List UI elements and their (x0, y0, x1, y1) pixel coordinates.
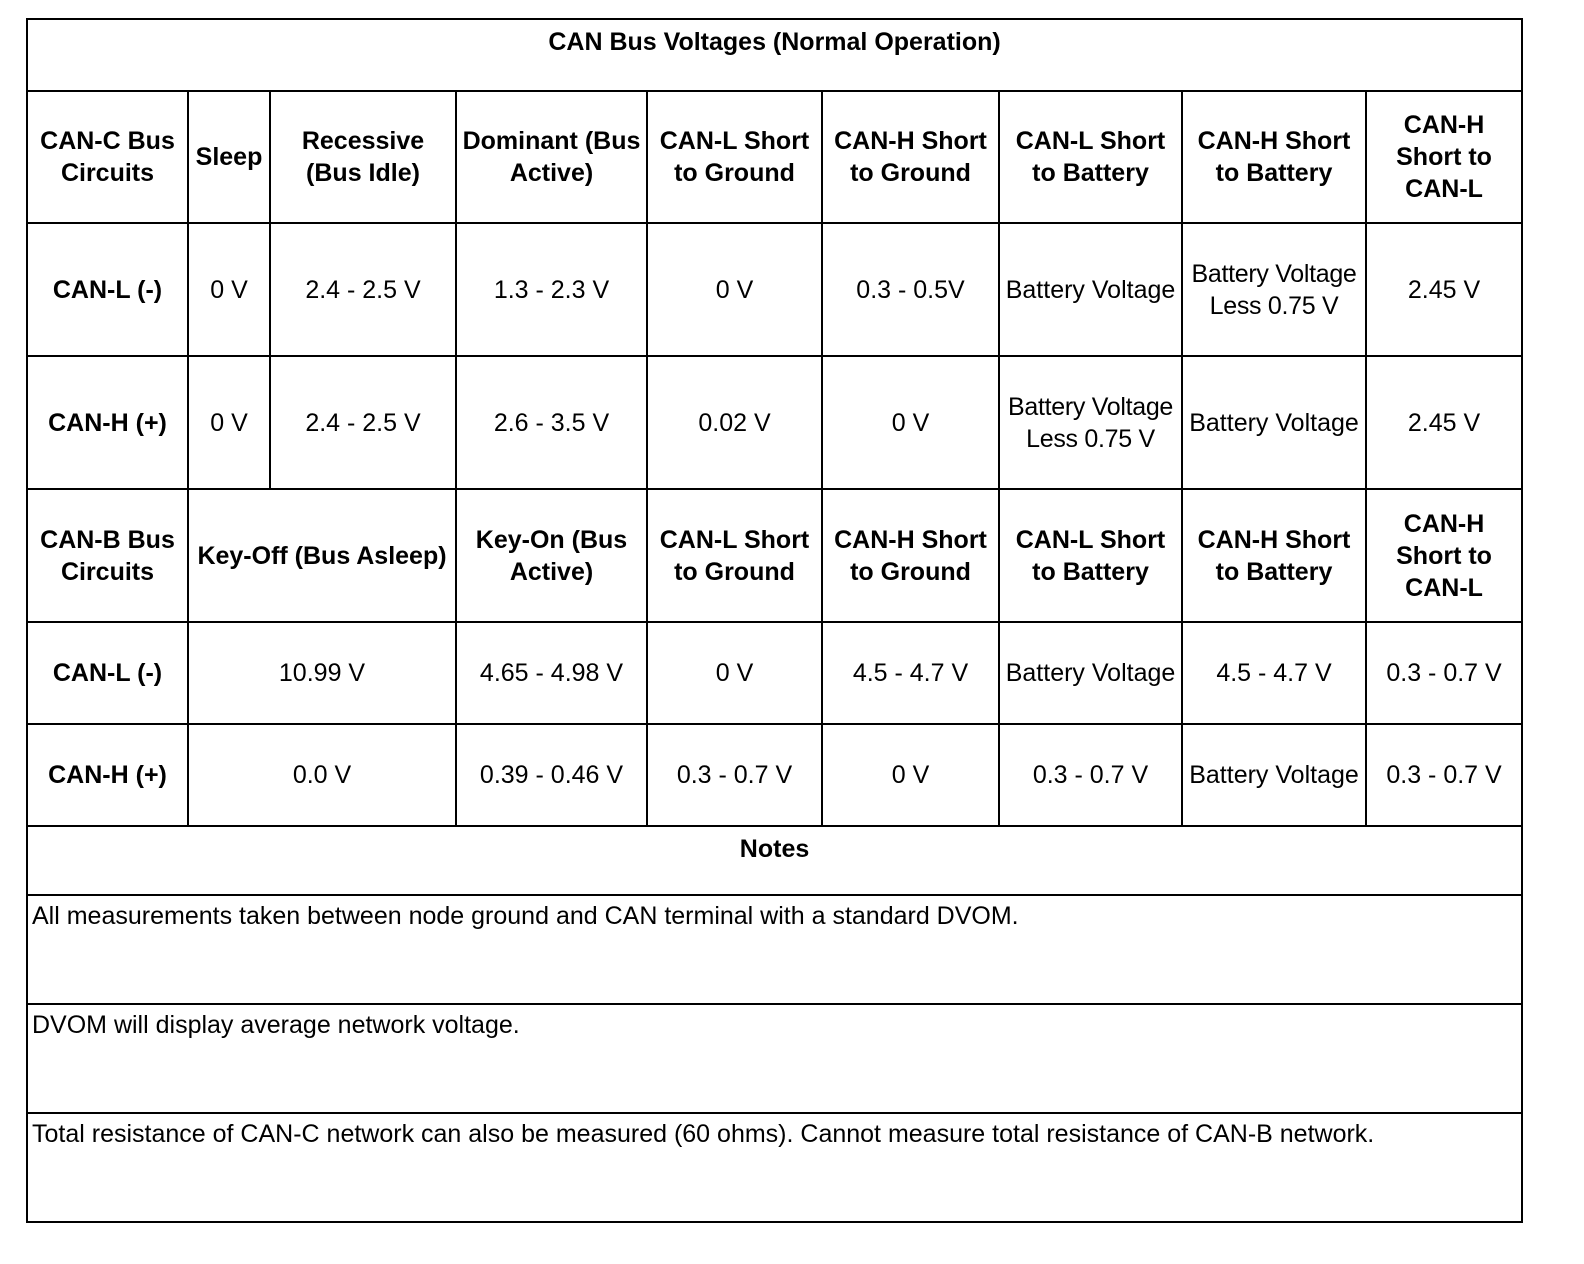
can-c-header-canh-short-canl: CAN-H Short to CAN-L (1366, 91, 1522, 223)
cell-value: 0.0 V (188, 724, 456, 826)
cell-value: 1.3 - 2.3 V (456, 223, 647, 356)
can-c-header-canh-short-ground: CAN-H Short to Ground (822, 91, 999, 223)
cell-value: Battery Voltage Less 0.75 V (1182, 223, 1366, 356)
can-b-header-canl-short-ground: CAN-L Short to Ground (647, 489, 822, 622)
can-b-header-canl-short-battery: CAN-L Short to Battery (999, 489, 1182, 622)
can-b-header-canh-short-ground: CAN-H Short to Ground (822, 489, 999, 622)
can-bus-voltage-table (26, 18, 1523, 1223)
cell-value: Battery Voltage (999, 622, 1182, 724)
cell-value: Battery Voltage (1182, 724, 1366, 826)
cell-value: 10.99 V (188, 622, 456, 724)
can-b-header-row (27, 489, 1522, 622)
can-b-header-canh-short-canl: CAN-H Short to CAN-L (1366, 489, 1522, 622)
notes-title: Notes (27, 826, 1522, 895)
cell-value: 0 V (188, 223, 270, 356)
cell-value: 4.5 - 4.7 V (1182, 622, 1366, 724)
cell-value: 4.5 - 4.7 V (822, 622, 999, 724)
note-item: All measurements taken between node ground and CAN terminal with a standard DVOM. (27, 895, 1522, 1004)
cell-value: 0.3 - 0.7 V (1366, 724, 1522, 826)
table-row (27, 724, 1522, 826)
cell-value: 0.02 V (647, 356, 822, 489)
note-item: Total resistance of CAN-C network can also be measured (60 ohms). Cannot measure total resistance of CAN-B network. (27, 1113, 1522, 1222)
can-c-header-row (27, 91, 1522, 223)
cell-value: 0.3 - 0.7 V (999, 724, 1182, 826)
cell-value: 0 V (822, 724, 999, 826)
note-row (27, 1004, 1522, 1113)
cell-value: 2.6 - 3.5 V (456, 356, 647, 489)
can-b-header-canh-short-battery: CAN-H Short to Battery (1182, 489, 1366, 622)
cell-value: 0.39 - 0.46 V (456, 724, 647, 826)
cell-value: 2.45 V (1366, 223, 1522, 356)
cell-value: 2.45 V (1366, 356, 1522, 489)
can-b-row-label-canh: CAN-H (+) (27, 724, 188, 826)
can-c-header-dominant: Dominant (Bus Active) (456, 91, 647, 223)
cell-value: 0 V (822, 356, 999, 489)
can-c-header-recessive: Recessive (Bus Idle) (270, 91, 456, 223)
table-row (27, 223, 1522, 356)
note-row (27, 895, 1522, 1004)
notes-title-row (27, 826, 1522, 895)
cell-value: 0 V (188, 356, 270, 489)
can-b-header-key-on: Key-On (Bus Active) (456, 489, 647, 622)
cell-value: 0.3 - 0.7 V (1366, 622, 1522, 724)
can-c-header-sleep: Sleep (188, 91, 270, 223)
cell-value: 0.3 - 0.5V (822, 223, 999, 356)
title-row (27, 19, 1522, 91)
cell-value: Battery Voltage Less 0.75 V (999, 356, 1182, 489)
can-c-row-label-canh: CAN-H (+) (27, 356, 188, 489)
cell-value: 2.4 - 2.5 V (270, 223, 456, 356)
cell-value: 0.3 - 0.7 V (647, 724, 822, 826)
can-c-header-circuits: CAN-C Bus Circuits (27, 91, 188, 223)
can-b-header-key-off: Key-Off (Bus Asleep) (188, 489, 456, 622)
cell-value: Battery Voltage (1182, 356, 1366, 489)
table-row (27, 356, 1522, 489)
cell-value: Battery Voltage (999, 223, 1182, 356)
cell-value: 0 V (647, 223, 822, 356)
can-c-row-label-canl: CAN-L (-) (27, 223, 188, 356)
note-item: DVOM will display average network voltage. (27, 1004, 1522, 1113)
can-b-header-circuits: CAN-B Bus Circuits (27, 489, 188, 622)
cell-value: 2.4 - 2.5 V (270, 356, 456, 489)
table-title: CAN Bus Voltages (Normal Operation) (27, 19, 1522, 91)
can-c-header-canl-short-ground: CAN-L Short to Ground (647, 91, 822, 223)
can-b-row-label-canl: CAN-L (-) (27, 622, 188, 724)
cell-value: 0 V (647, 622, 822, 724)
table-row (27, 622, 1522, 724)
note-row (27, 1113, 1522, 1222)
cell-value: 4.65 - 4.98 V (456, 622, 647, 724)
can-c-header-canh-short-battery: CAN-H Short to Battery (1182, 91, 1366, 223)
can-c-header-canl-short-battery: CAN-L Short to Battery (999, 91, 1182, 223)
